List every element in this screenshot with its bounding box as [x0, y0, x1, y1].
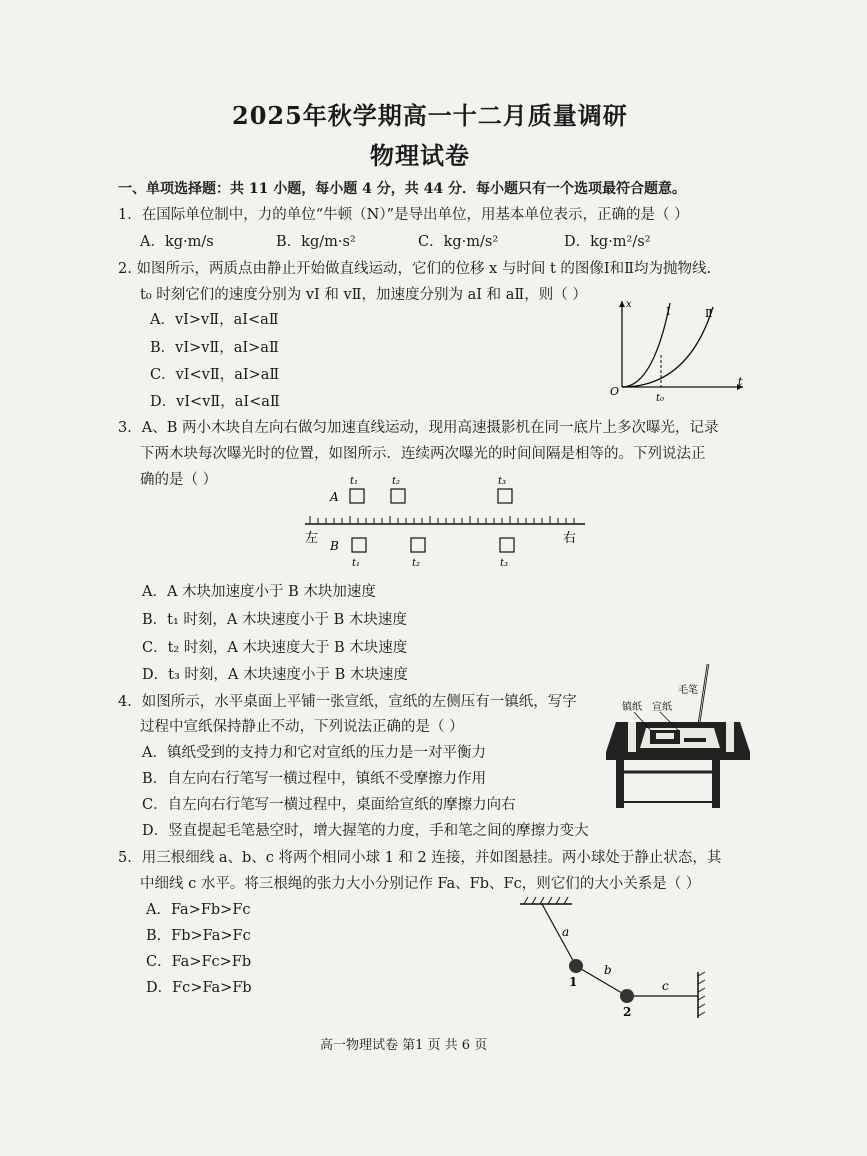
- label-string-c: c: [662, 979, 669, 993]
- question-3-line-3: 确的是（ ）: [140, 472, 218, 488]
- block-a-t3: [498, 489, 512, 503]
- question-3-option-c[interactable]: C．t₂ 时刻，A 木块速度大于 B 木块速度: [142, 640, 408, 656]
- label-ball-1: 1: [569, 975, 578, 989]
- question-5-line-1: 5．用三根细线 a、b、c 将两个相同小球 1 和 2 连接，并如图悬挂。两小球处于静止状态，其: [118, 850, 722, 866]
- question-2-option-d[interactable]: D．vⅠ<vⅡ，aⅠ<aⅡ: [150, 394, 280, 410]
- question-5-option-c[interactable]: C．Fa>Fc>Fb: [146, 954, 252, 970]
- label-b-t3: t₃: [500, 558, 509, 569]
- label-a-t2: t₂: [392, 476, 401, 487]
- label-a-t1: t₁: [350, 476, 359, 487]
- question-1-text: 1．在国际单位制中，力的单位“牛顿（N）”是导出单位，用基本单位表示，正确的是（ ）: [118, 207, 689, 223]
- label-string-a: a: [562, 925, 570, 939]
- graph-t0-label: t₀: [656, 393, 665, 404]
- question-2-option-a[interactable]: A．vⅠ>vⅡ，aⅠ<aⅡ: [150, 312, 279, 328]
- page-footer: 高一物理试卷 第1 页 共 6 页: [320, 1038, 488, 1053]
- question-1-option-d[interactable]: D．kg·m²/s²: [564, 234, 651, 250]
- question-2-option-b[interactable]: B．vⅠ>vⅡ，aⅠ>aⅡ: [150, 340, 279, 356]
- block-a-t1: [350, 489, 364, 503]
- label-b-t1: t₁: [352, 558, 361, 569]
- label-weight: 镇纸: [622, 702, 642, 713]
- block-b-t3: [500, 538, 514, 552]
- graph-origin-label: O: [610, 385, 620, 398]
- question-4-option-a[interactable]: A．镇纸受到的支持力和它对宣纸的压力是一对平衡力: [142, 745, 486, 761]
- question-4-option-d[interactable]: D．竖直提起毛笔悬空时，增大握笔的力度，手和笔之间的摩擦力变大: [142, 823, 589, 839]
- label-paper: 宣纸: [652, 702, 672, 713]
- question-1-option-b[interactable]: B．kg/m·s²: [276, 234, 356, 250]
- question-1-option-a[interactable]: A．kg·m/s: [140, 234, 214, 250]
- ball-1: [569, 959, 583, 973]
- question-5-option-a[interactable]: A．Fa>Fb>Fc: [146, 902, 251, 918]
- question-5-hanging-balls-figure: [512, 892, 722, 1022]
- ball-2: [620, 989, 634, 1003]
- label-string-b: b: [604, 963, 612, 977]
- block-a-t2: [391, 489, 405, 503]
- question-4-option-c[interactable]: C．自左向右行笔写一横过程中，桌面给宣纸的摩擦力向右: [142, 797, 516, 813]
- question-3-exposure-figure: [300, 472, 590, 572]
- ruler-ticks: [310, 516, 574, 524]
- question-2-line-1: 2. 如图所示，两质点由静止开始做直线运动，它们的位移 x 与时间 t 的图像Ⅰ和Ⅱ均为抛物线.: [118, 261, 712, 277]
- question-3-line-1: 3．A、B 两小木块自左向右做匀加速直线运动，现用高速摄影机在同一底片上多次曝光，记录: [118, 420, 719, 436]
- question-5-option-b[interactable]: B．Fb>Fa>Fc: [146, 928, 251, 944]
- graph-t-label: t: [738, 375, 743, 388]
- question-5-option-d[interactable]: D．Fc>Fa>Fb: [146, 980, 252, 996]
- question-3-option-d[interactable]: D．t₃ 时刻，A 木块速度小于 B 木块速度: [142, 667, 408, 683]
- question-5-line-2: 中细线 c 水平。将三根绳的张力大小分别记作 Fa、Fb、Fc，则它们的大小关系是（ ）: [140, 876, 701, 892]
- question-3-option-b[interactable]: B．t₁ 时刻，A 木块速度小于 B 木块速度: [142, 612, 407, 628]
- section-heading: 一、单项选择题：共 11 小题，每小题 4 分，共 44 分．每小题只有一个选项最符合题意。: [118, 181, 686, 197]
- exam-subtitle: 物理试卷: [370, 141, 470, 170]
- label-a: A: [330, 490, 339, 504]
- exam-title: 2025年秋学期高一十二月质量调研: [232, 101, 628, 130]
- label-left: 左: [305, 531, 319, 546]
- label-a-t3: t₃: [498, 476, 507, 487]
- label-right: 右: [563, 531, 577, 546]
- label-b: B: [330, 539, 339, 553]
- question-1-option-c[interactable]: C．kg·m/s²: [418, 234, 499, 250]
- question-2-option-c[interactable]: C．vⅠ<vⅡ，aⅠ>aⅡ: [150, 367, 280, 383]
- graph-x-label: x: [626, 299, 632, 310]
- string-a: [542, 904, 576, 966]
- label-ball-2: 2: [623, 1005, 632, 1019]
- block-b-t1: [352, 538, 366, 552]
- question-4-option-b[interactable]: B．自左向右行笔写一横过程中，镇纸不受摩擦力作用: [142, 771, 487, 787]
- question-4-desk-figure: [600, 660, 760, 810]
- graph-curve-2-label: Ⅱ: [705, 307, 713, 320]
- question-3-line-2: 下两木块每次曝光时的位置，如图所示．连续两次曝光的时间间隔是相等的。下列说法正: [140, 446, 706, 462]
- label-b-t2: t₂: [412, 558, 421, 569]
- question-2-line-2: t₀ 时刻它们的速度分别为 vⅠ 和 vⅡ，加速度分别为 aⅠ 和 aⅡ，则（ ）: [140, 287, 587, 303]
- graph-curve-1-label: Ⅰ: [666, 305, 671, 318]
- question-2-xt-graph: [608, 295, 748, 405]
- question-3-option-a[interactable]: A．A 木块加速度小于 B 木块加速度: [142, 584, 376, 600]
- string-b: [576, 966, 627, 996]
- label-brush: 毛笔: [678, 685, 698, 696]
- question-4-line-1: 4．如图所示，水平桌面上平铺一张宣纸，宣纸的左侧压有一镇纸，写字: [118, 694, 577, 710]
- question-4-line-2: 过程中宣纸保持静止不动，下列说法正确的是（ ）: [140, 719, 464, 735]
- block-b-t2: [411, 538, 425, 552]
